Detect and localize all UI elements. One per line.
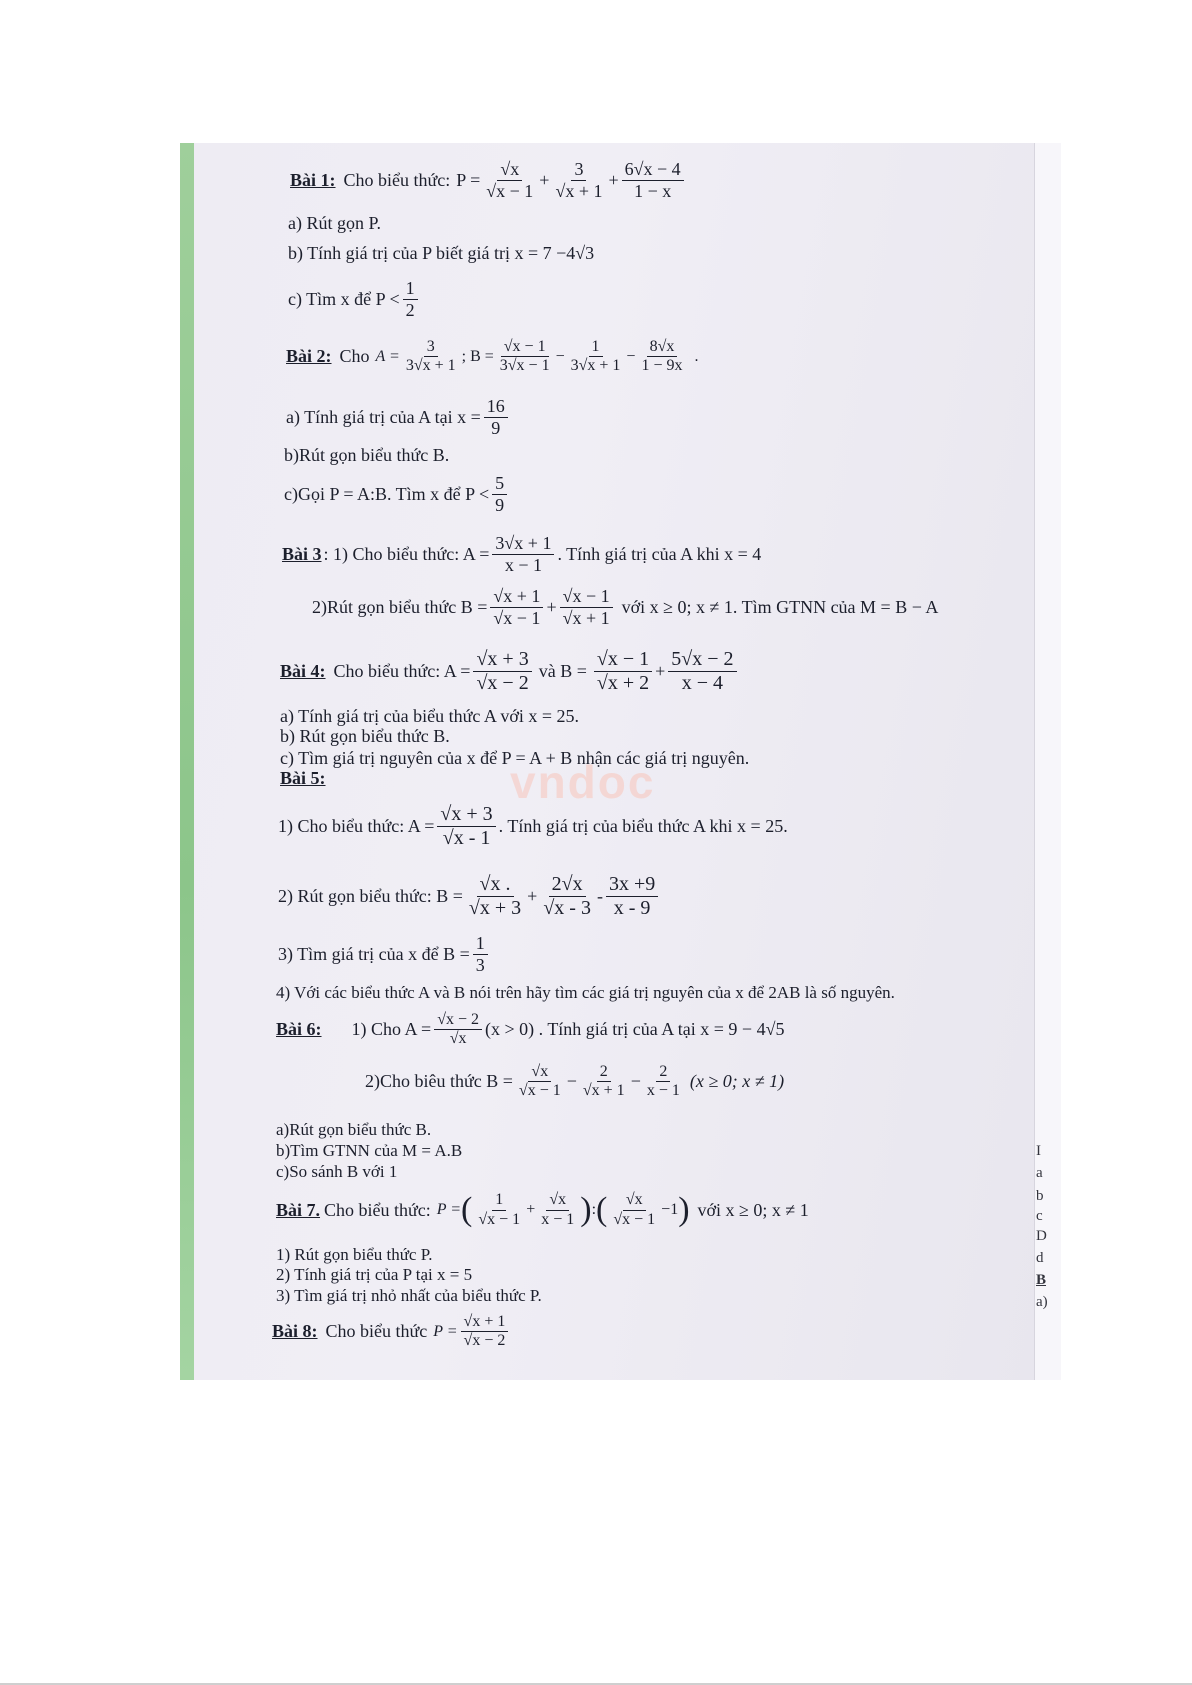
bai1-label: Bài 1: <box>290 169 336 190</box>
bai1-intro: Cho biểu thức: <box>343 169 451 190</box>
edge-letter: d <box>1036 1250 1044 1266</box>
bai1-part-c: c) Tìm x để P < $\frac{1}{2}$ <box>288 278 421 320</box>
bai6-part1: Bài 6: 1) Cho A = $\frac{√x - 2}{√x}$ (x > 0) . Tính giá trị của A tại x = 9 − 4√5 <box>276 1011 785 1048</box>
bai4-heading: Bài 4: Cho biểu thức: A = $\frac{√x + 3}{√x - 2}$ và B = $\frac{√x - 1}{√x + 2}$ + $\frac{5√x - 2}{x - 4}$ <box>280 648 740 695</box>
edge-letter: B <box>1036 1272 1047 1288</box>
edge-letter: c <box>1036 1208 1043 1224</box>
bai5-part2: 2) Rút gọn biểu thức: B = $\frac{√x .}{√x + 3}$ + $\frac{2√x}{√x - 3}$ - $\frac{3x +9}{x - 9}$ <box>278 873 661 920</box>
bai2-label: Bài 2: <box>286 346 332 367</box>
edge-letter: b <box>1036 1188 1044 1204</box>
bai6-part-a: a)Rút gọn biểu thức B. <box>276 1120 432 1139</box>
bai7-heading: Bài 7. Cho biểu thức: P = ( $\frac{1}{√x - 1}$ + $\frac{√x}{x - 1}$ ) : ( $\frac{√x}{√x - 1}$ −1 ) với x ≥ 0; x ≠ 1 <box>276 1191 809 1228</box>
edge-letter: I <box>1036 1143 1041 1159</box>
bai2-part-c: c)Gọi P = A:B. Tìm x để P < $\frac{5}{9}$ <box>284 473 510 515</box>
bai8-heading: Bài 8: Cho biểu thức P = $\frac{√x + 1}{√x - 2}$ <box>272 1313 511 1351</box>
bai6-part-c: c)So sánh B với 1 <box>276 1162 398 1181</box>
bai7-item-3: 3) Tìm giá trị nhỏ nhất của biểu thức P. <box>276 1286 542 1305</box>
bai1-part-a: a) Rút gọn P. <box>288 213 382 233</box>
bai4-label: Bài 4: <box>280 661 326 681</box>
bai2-heading <box>286 338 698 376</box>
watermark-logo: vndoc <box>510 756 656 808</box>
bai6-part-b: b)Tìm GTNN của M = A.B <box>276 1141 463 1160</box>
bai7-item-1: 1) Rút gọn biểu thức P. <box>276 1245 433 1264</box>
bai5-part4: 4) Với các biểu thức A và B nói trên hãy tìm các giá trị nguyên của x để 2AB là số nguyên. <box>276 983 895 1002</box>
bai2-part-b: b)Rút gọn biểu thức B. <box>284 445 450 465</box>
bai8-label: Bài 8: <box>272 1321 318 1342</box>
bai3-part2: 2)Rút gọn biểu thức B = $\frac{√x + 1}{√x - 1}$ + $\frac{√x - 1}{√x + 1}$ với x ≥ 0; x ≠ 1. Tìm GTNN của M = B − A <box>312 586 939 628</box>
bai4-part-c: c) Tìm giá trị nguyên của x để P = A + B nhận các giá trị nguyên. <box>280 748 750 768</box>
bai5-part3: 3) Tìm giá trị của x để B = $\frac{1}{3}$ <box>278 933 491 975</box>
bai2-formula: A = $\frac{3}{3√x + 1}$ ; B = $\frac{√x - 1}{3√x - 1}$ − $\frac{1}{3√x + 1}$ − $\frac{8√x}{1 - 9x}$ . <box>375 338 699 375</box>
edge-letter: a) <box>1036 1294 1048 1310</box>
bai6-label: Bài 6: <box>276 1019 322 1040</box>
bai6-part2: 2)Cho biêu thức B = $\frac{√x}{√x - 1}$ − $\frac{2}{√x + 1}$ − $\frac{2}{x - 1}$ (x ≥ 0; x ≠ 1) <box>365 1063 785 1100</box>
worksheet-content <box>180 143 1034 1380</box>
edge-letter: a <box>1036 1165 1043 1181</box>
bai3-label: Bài 3 <box>282 543 322 564</box>
bai5-label: Bài 5: <box>280 768 326 788</box>
bai4-part-a: a) Tính giá trị của biểu thức A với x = 25. <box>280 706 580 726</box>
bai1-heading <box>290 159 687 201</box>
edge-letter: D <box>1036 1228 1047 1244</box>
bai2-part-a: a) Tính giá trị của A tại x = $\frac{16}{9}$ <box>286 396 511 438</box>
bai3-part1: Bài 3 : 1) Cho biểu thức: A = $\frac{3√x + 1}{x - 1}$ . Tính giá trị của A khi x = 4 <box>282 533 762 575</box>
bai5-part1: 1) Cho biểu thức: A = $\frac{√x + 3}{√x - 1}$ . Tính giá trị của biểu thức A khi x = 25. <box>278 803 788 849</box>
bai2-intro: Cho <box>339 346 370 367</box>
bai1-formula: P = $\frac{√x}{√x - 1}$ + $\frac{3}{√x + 1}$ + $\frac{6√x - 4}{1 - x}$ <box>456 159 686 201</box>
bai7-formula: P = ( $\frac{1}{√x - 1}$ + $\frac{√x}{x - 1}$ ) : ( $\frac{√x}{√x - 1}$ −1 ) <box>436 1191 690 1228</box>
document-photo <box>180 143 1061 1380</box>
bai7-item-2: 2) Tính giá trị của P tại x = 5 <box>276 1265 473 1284</box>
bai7-label: Bài 7. <box>276 1199 321 1220</box>
bai4-part-b: b) Rút gọn biểu thức B. <box>280 726 450 746</box>
bai1-part-b: b) Tính giá trị của P biết giá trị x = 7 −4√3 <box>288 243 595 263</box>
bai5-heading <box>280 768 334 789</box>
